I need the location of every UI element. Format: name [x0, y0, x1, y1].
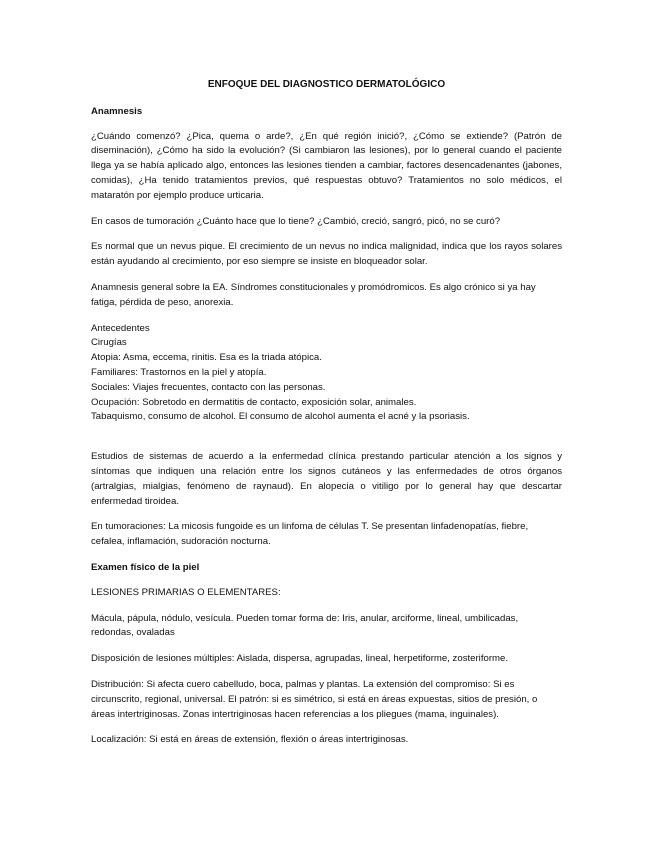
paragraph-general-anamnesis: Anamnesis general sobre la EA. Síndromes constitucionales y promódromicos. Es algo crónico si ya hay fatiga, pérdida de peso, anorexia.: [91, 281, 536, 308]
antecedentes-line: Cirugías: [91, 337, 127, 349]
blank-spacer: [91, 436, 562, 450]
antecedentes-line: Ocupación: Sobretodo en dermatitis de contacto, exposición solar, animales.: [91, 396, 417, 408]
paragraph-onset-questions: ¿Cuándo comenzó? ¿Pica, quema o arde?, ¿En qué región inició?, ¿Cómo se extiende? (Patrón de diseminación), ¿Cómo ha sido la evolución? (Si cambiaron las lesiones), por lo general cuando el paciente llega ya se había aplicado algo, entonces las lesiones tienden a cambiar, factores desencadenantes (jabones, comidas), ¿Ha tenido tratamientos previos, qué respuestas obtuvo? Tratamientos no solo médicos, el mataratón por ejemplo produce urticaria.: [91, 130, 562, 201]
anamnesis-heading: Anamnesis: [91, 105, 143, 117]
antecedentes-line: Familiares: Trastornos en la piel y atopía.: [91, 366, 267, 378]
paragraph-tumoraciones: En tumoraciones: La micosis fungoide es un linfoma de células T. Se presentan linfadenopatías, fiebre, cefalea, inflamación, sudoración nocturna.: [91, 521, 529, 548]
document-title: ENFOQUE DEL DIAGNOSTICO DERMATOLÓGICO: [207, 79, 446, 90]
antecedentes-list: [91, 322, 562, 426]
paragraph-tumor-questions: En casos de tumoración ¿Cuánto hace que lo tiene? ¿Cambió, creció, sangró, picó, no se curó?: [91, 215, 501, 227]
antecedentes-line: Atopia: Asma, eccema, rinitis. Esa es la triada atópica.: [91, 352, 322, 364]
primary-lesions-heading: LESIONES PRIMARIAS O ELEMENTARES:: [91, 586, 281, 598]
paragraph-lesion-shapes: Mácula, pápula, nódulo, vesícula. Pueden tomar forma de: Iris, anular, arciforme, lineal, umbilicadas, redondas, ovaladas: [91, 612, 519, 639]
paragraph-location: Localización: Si está en áreas de extensión, flexión o áreas intertriginosas.: [91, 734, 409, 746]
antecedentes-line: Sociales: Viajes frecuentes, contacto con las personas.: [91, 381, 326, 393]
paragraph-systems-review: Estudios de sistemas de acuerdo a la enfermedad clínica prestando particular atención a los signos y síntomas que indiquen una relación entre los signos cutáneos y las enfermedades de otros órganos (artralgias, mialgias, fenómeno de raynaud). En alopecia o vitiligo por lo general hay que descartar enfermedad tiroidea.: [91, 451, 562, 507]
antecedentes-line: Antecedentes: [91, 322, 150, 334]
physical-exam-heading: Examen físico de la piel: [91, 561, 200, 573]
antecedentes-line: Tabaquismo, consumo de alcohol. El consumo de alcohol aumenta el acné y la psoriasis.: [91, 411, 470, 423]
paragraph-nevus: Es normal que un nevus pique. El crecimiento de un nevus no indica malignidad, indica que los rayos solares están ayudando al crecimiento, por eso siempre se insiste en bloqueador solar.: [91, 241, 562, 268]
paragraph-multiple-lesions: Disposición de lesiones múltiples: Aislada, dispersa, agrupadas, lineal, herpetiforme, zosteriforme.: [91, 653, 509, 665]
paragraph-distribution: Distribución: Si afecta cuero cabelludo, boca, palmas y plantas. La extensión del compromiso: Si es circunscrito, regional, universal. El patrón: si es simétrico, si está en áreas expuestas, sitios de presión, o áreas intertriginosas. Zonas intertriginosas hacen referencias a los pliegues (mama, inguinales).: [91, 678, 538, 720]
